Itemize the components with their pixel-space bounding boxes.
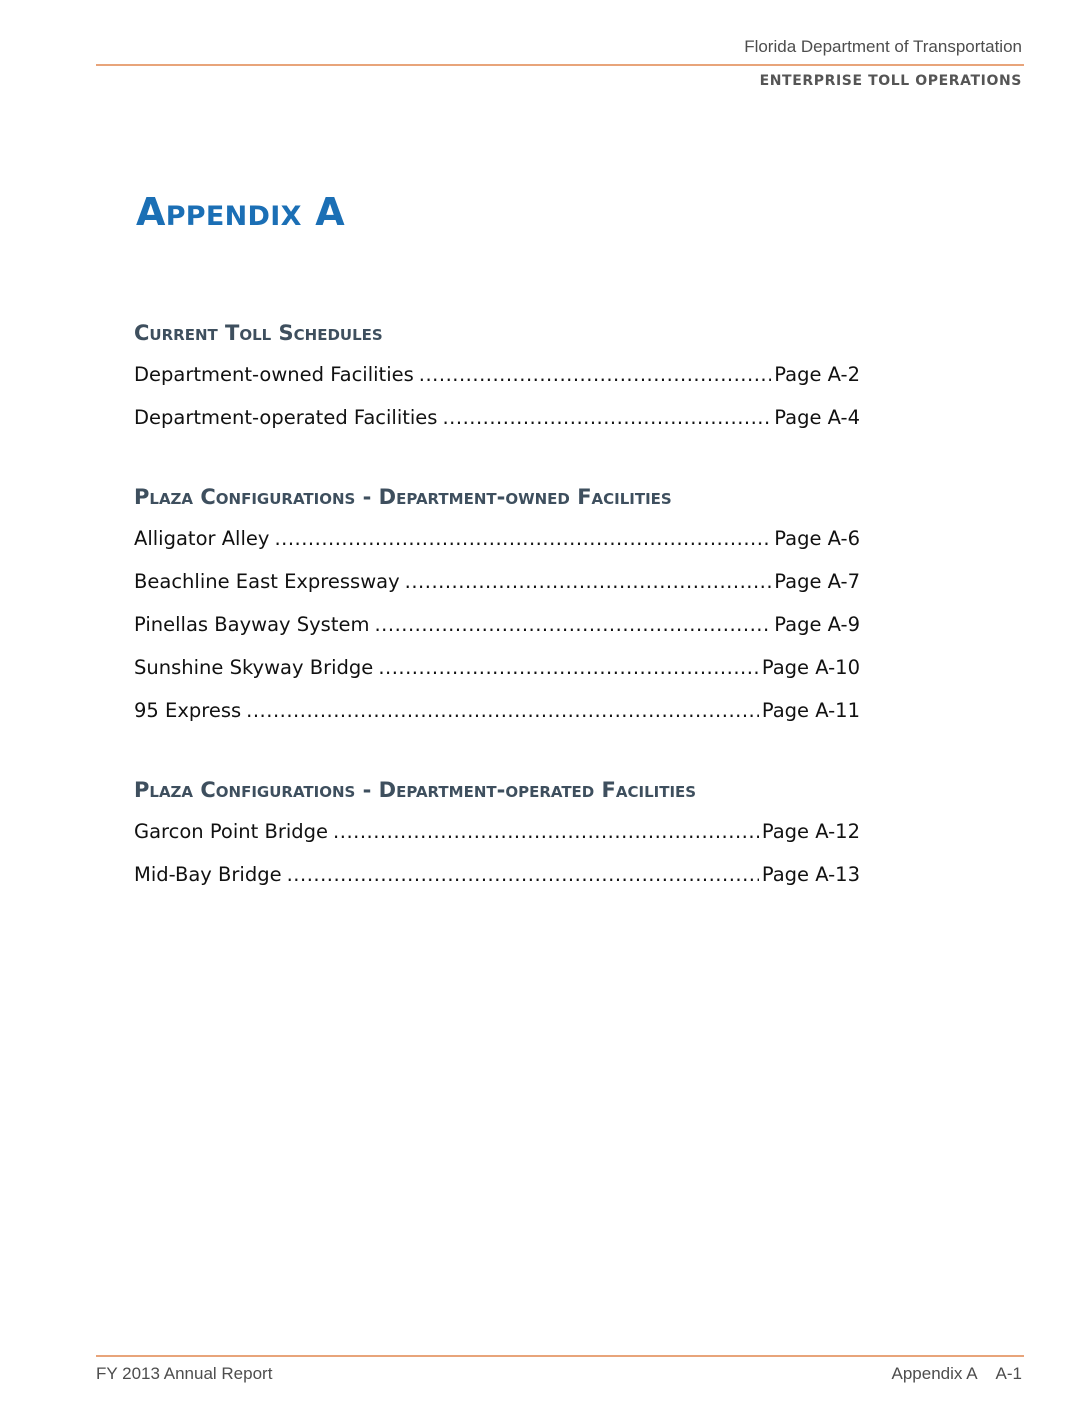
toc-entry-label: 95 Express xyxy=(134,699,242,722)
toc-entry-label: Beachline East Expressway xyxy=(134,570,400,593)
header-rule xyxy=(96,64,1024,66)
toc-entry[interactable] xyxy=(134,819,860,862)
dot-leader xyxy=(374,612,771,638)
toc-entry-label: Pinellas Bayway System xyxy=(134,613,370,636)
toc-entry-page: Page A-9 xyxy=(774,613,860,636)
dot-leader xyxy=(405,569,772,595)
toc-entry[interactable] xyxy=(134,862,860,905)
footer-page-number: A-1 xyxy=(995,1364,1022,1383)
toc-entry[interactable] xyxy=(134,526,860,569)
toc-entry-page: Page A-4 xyxy=(774,406,860,429)
toc-entry-label: Department-owned Facilities xyxy=(134,363,414,386)
toc-entry[interactable] xyxy=(134,612,860,655)
toc-entry-label: Garcon Point Bridge xyxy=(134,820,329,843)
toc-entry[interactable] xyxy=(134,698,860,741)
toc-section-owned-plazas xyxy=(134,482,860,741)
dot-leader xyxy=(287,862,759,888)
section-heading: Plaza Configurations - Department-owned Facilities xyxy=(134,485,672,509)
footer-rule xyxy=(96,1355,1024,1357)
dot-leader xyxy=(333,819,759,845)
toc-entry-label: Sunshine Skyway Bridge xyxy=(134,656,374,679)
dot-leader xyxy=(274,526,771,552)
header-organization: Florida Department of Transportation xyxy=(744,37,1022,56)
toc-entry[interactable] xyxy=(134,655,860,698)
toc-entry-label: Alligator Alley xyxy=(134,527,270,550)
page-title: Appendix A xyxy=(136,190,345,234)
footer-page-info xyxy=(892,1364,1022,1384)
footer-section: Appendix A xyxy=(891,1364,978,1383)
dot-leader xyxy=(378,655,759,681)
toc-entry-page: Page A-12 xyxy=(761,820,860,843)
dot-leader xyxy=(442,405,771,431)
toc-entry-page: Page A-2 xyxy=(774,363,860,386)
toc-entry[interactable] xyxy=(134,569,860,612)
dot-leader xyxy=(246,698,759,724)
toc-entry-page: Page A-10 xyxy=(761,656,860,679)
toc-entry-page: Page A-6 xyxy=(774,527,860,550)
toc-entry-page: Page A-11 xyxy=(761,699,860,722)
dot-leader xyxy=(419,362,771,388)
toc-entry[interactable] xyxy=(134,405,860,448)
toc-section-operated-plazas xyxy=(134,775,860,905)
toc-entry[interactable] xyxy=(134,362,860,405)
toc-section-toll-schedules xyxy=(134,318,860,448)
toc-entry-label: Department-operated Facilities xyxy=(134,406,438,429)
section-heading: Current Toll Schedules xyxy=(134,321,383,345)
toc-entry-page: Page A-7 xyxy=(774,570,860,593)
footer-report-title: FY 2013 Annual Report xyxy=(96,1364,273,1383)
toc-entry-label: Mid-Bay Bridge xyxy=(134,863,282,886)
table-of-contents xyxy=(134,318,860,905)
header-division: ENTERPRISE TOLL OPERATIONS xyxy=(759,73,1022,89)
section-heading: Plaza Configurations - Department-operated Facilities xyxy=(134,778,697,802)
toc-entry-page: Page A-13 xyxy=(761,863,860,886)
